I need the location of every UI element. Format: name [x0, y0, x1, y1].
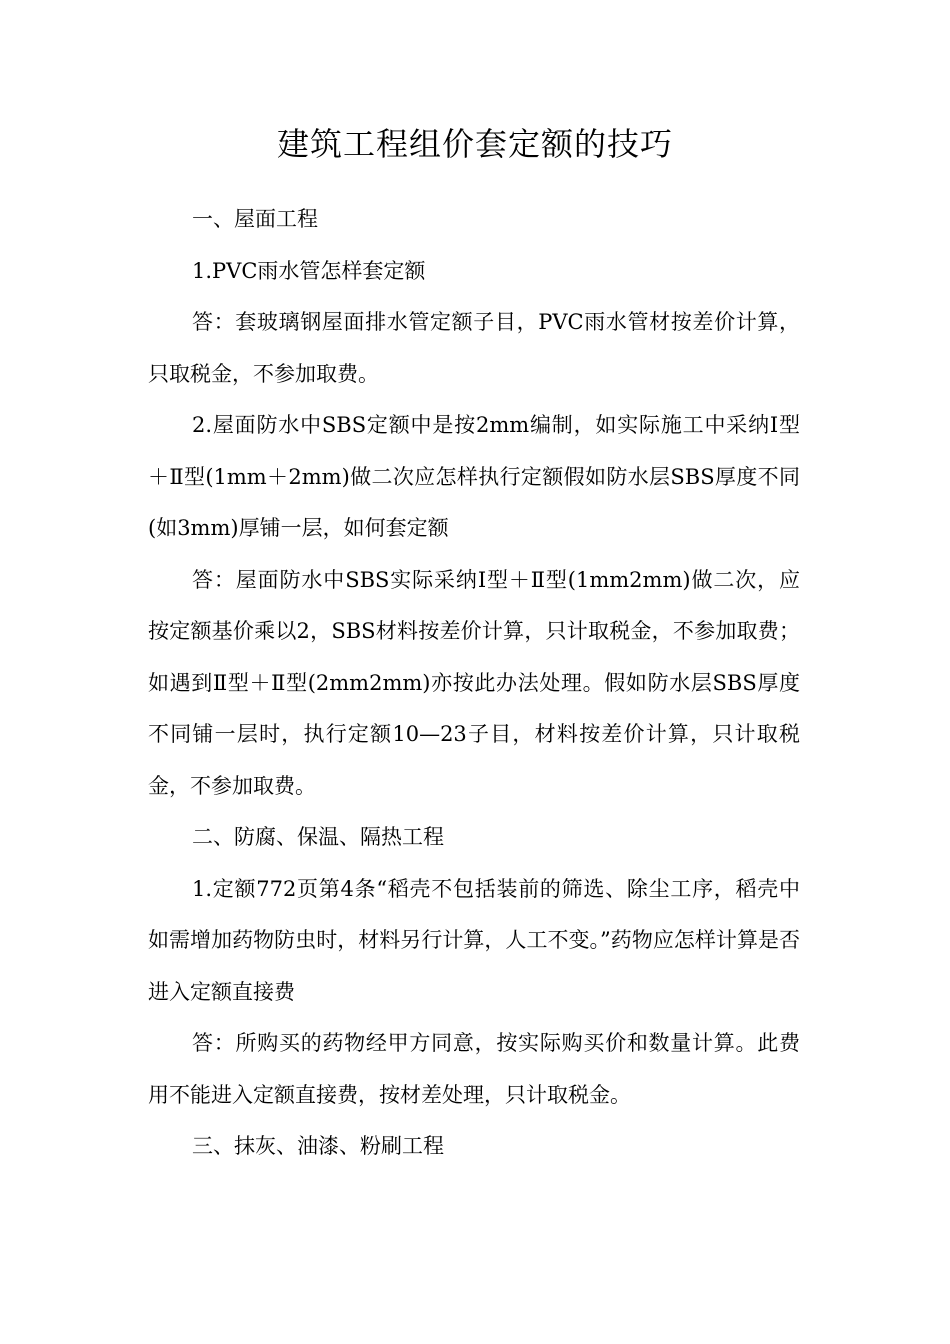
- question-1-pvc-pipe: 1.PVC雨水管怎样套定额: [192, 258, 426, 283]
- question-2-sbs-waterproofing: 2.屋面防水中SBS定额中是按2mm编制，如实际施工中采纳Ⅰ型＋Ⅱ型(1mm＋2mm)做二次应怎样执行定额假如防水层SBS厚度不同(如3mm)厚铺一层，如何套定额: [148, 413, 800, 540]
- document-body: [148, 194, 800, 1173]
- section-heading-roofing: 一、屋面工程: [192, 207, 318, 231]
- answer-1-rice-husk: 答：所购买的药物经甲方同意，按实际购买价和数量计算。此费用不能进入定额直接费，按材差处理，只计取税金。: [148, 1031, 800, 1107]
- answer-2-sbs-waterproofing: 答：屋面防水中SBS实际采纳Ⅰ型＋Ⅱ型(1mm2mm)做二次，应按定额基价乘以2，SBS材料按差价计算，只计取税金，不参加取费；如遇到Ⅱ型＋Ⅱ型(2mm2mm)亦按此办法处理。假如防水层SBS厚度不同铺一层时，执行定额10—23子目，材料按差价计算，只计取税金，不参加取费。: [148, 567, 800, 798]
- section-heading-anticorrosion-insulation: 二、防腐、保温、隔热工程: [192, 825, 444, 849]
- document-title: 建筑工程组价套定额的技巧: [276, 125, 673, 163]
- answer-1-pvc-pipe: 答：套玻璃钢屋面排水管定额子目，PVC雨水管材按差价计算，只取税金，不参加取费。: [148, 310, 800, 386]
- section-heading-plastering-painting: 三、抹灰、油漆、粉刷工程: [192, 1134, 444, 1158]
- question-1-rice-husk: 1.定额772页第4条“稻壳不包括装前的筛选、除尘工序，稻壳中如需增加药物防虫时，材料另行计算，人工不变。”药物应怎样计算是否进入定额直接费: [148, 876, 800, 1004]
